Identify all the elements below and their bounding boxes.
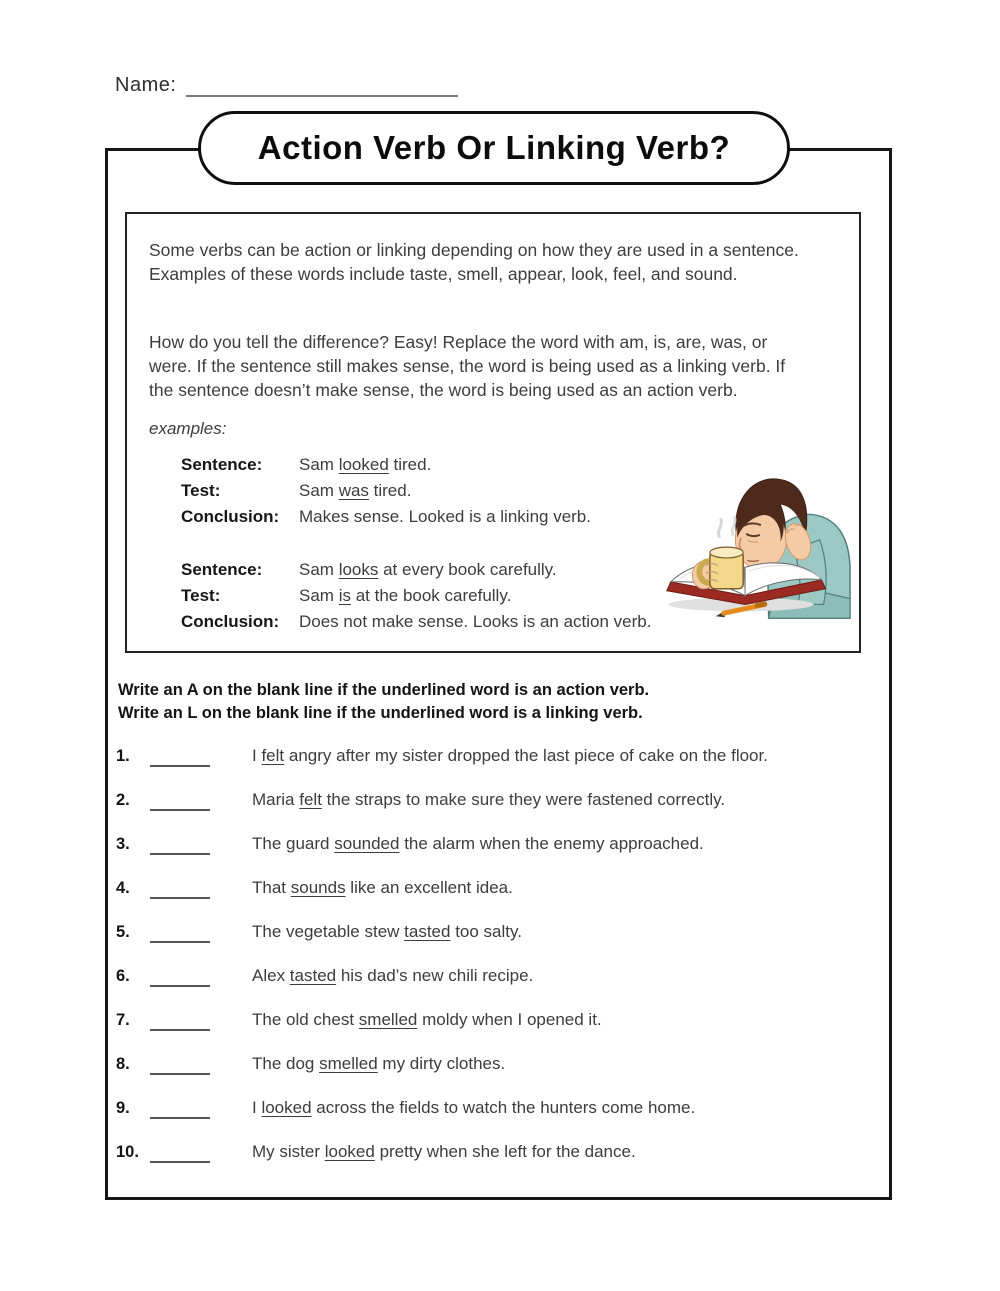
name-label: Name: xyxy=(115,74,177,96)
question-text: Alex tasted his dad’s new chili recipe. xyxy=(252,966,534,985)
question-number: 8. xyxy=(116,1055,130,1073)
answer-blank[interactable] xyxy=(150,1103,210,1119)
directions-line-1: Write an A on the blank line if the underlined word is an action verb. xyxy=(118,681,650,699)
question-number: 4. xyxy=(116,879,130,897)
question-text: That sounds like an excellent idea. xyxy=(252,878,513,897)
question-number: 9. xyxy=(116,1099,130,1117)
example-row-value: Sam looks at every book carefully. xyxy=(299,560,557,579)
answer-blank[interactable] xyxy=(150,971,210,987)
answer-blank[interactable] xyxy=(150,751,210,767)
question-number: 10. xyxy=(116,1143,139,1161)
question-list xyxy=(116,746,883,1186)
example-row-label: Sentence: xyxy=(181,455,263,474)
question-row-7 xyxy=(116,1010,883,1034)
question-text: Maria felt the straps to make sure they were fastened correctly. xyxy=(252,790,726,809)
answer-blank[interactable] xyxy=(150,839,210,855)
tired-reader-illustration xyxy=(655,434,851,624)
question-text: I looked across the fields to watch the hunters come home. xyxy=(252,1098,696,1117)
question-number: 6. xyxy=(116,967,130,985)
question-text: The guard sounded the alarm when the enemy approached. xyxy=(252,834,704,853)
directions xyxy=(118,679,649,725)
directions-line-2: Write an L on the blank line if the underlined word is a linking verb. xyxy=(118,704,643,722)
question-text: The dog smelled my dirty clothes. xyxy=(252,1054,506,1073)
answer-blank[interactable] xyxy=(150,1015,210,1031)
answer-blank[interactable] xyxy=(150,883,210,899)
question-row-4 xyxy=(116,878,883,902)
example-row-value: Sam is at the book carefully. xyxy=(299,586,512,605)
example-row-label: Test: xyxy=(181,586,221,605)
question-row-5 xyxy=(116,922,883,946)
example-row-label: Sentence: xyxy=(181,560,263,579)
question-text: My sister looked pretty when she left for the dance. xyxy=(252,1142,636,1161)
example-row-value: Makes sense. Looked is a linking verb. xyxy=(299,507,591,526)
question-number: 3. xyxy=(116,835,130,853)
example-row-value: Sam looked tired. xyxy=(299,455,432,474)
instructions-box xyxy=(125,212,861,653)
question-row-8 xyxy=(116,1054,883,1078)
worksheet-title xyxy=(198,111,790,185)
question-number: 2. xyxy=(116,791,130,809)
answer-blank[interactable] xyxy=(150,927,210,943)
question-text: The old chest smelled moldy when I opened it. xyxy=(252,1010,602,1029)
question-row-6 xyxy=(116,966,883,990)
answer-blank[interactable] xyxy=(150,795,210,811)
example-row-value: Sam was tired. xyxy=(299,481,412,500)
name-blank-line[interactable] xyxy=(186,77,458,97)
question-row-10 xyxy=(116,1142,883,1166)
question-number: 5. xyxy=(116,923,130,941)
question-row-1 xyxy=(116,746,883,770)
worksheet-title-text: Action Verb Or Linking Verb? xyxy=(257,129,731,166)
question-row-2 xyxy=(116,790,883,814)
example-row-label: Conclusion: xyxy=(181,612,280,631)
question-text: I felt angry after my sister dropped the last piece of cake on the floor. xyxy=(252,746,768,765)
question-row-3 xyxy=(116,834,883,858)
worksheet-frame xyxy=(105,148,892,1200)
intro-paragraph: Some verbs can be action or linking depending on how they are used in a sentence. Examples of these words include taste, smell, appear, look, feel, and sound. xyxy=(149,240,799,284)
question-number: 1. xyxy=(116,747,130,765)
answer-blank[interactable] xyxy=(150,1059,210,1075)
example-row-label: Conclusion: xyxy=(181,507,280,526)
example-row-value: Does not make sense. Looks is an action verb. xyxy=(299,612,652,631)
how-to-paragraph: How do you tell the difference? Easy! Replace the word with am, is, are, was, or were. If the sentence still makes sense, the word is being used as a linking verb. If the sentence doesn’t make sense, the word is being used as an action verb. xyxy=(149,332,786,400)
name-row xyxy=(115,74,458,97)
example-row-label: Test: xyxy=(181,481,221,500)
question-number: 7. xyxy=(116,1011,130,1029)
question-row-9 xyxy=(116,1098,883,1122)
question-text: The vegetable stew tasted too salty. xyxy=(252,922,522,941)
examples-label: examples: xyxy=(149,419,227,438)
answer-blank[interactable] xyxy=(150,1147,210,1163)
